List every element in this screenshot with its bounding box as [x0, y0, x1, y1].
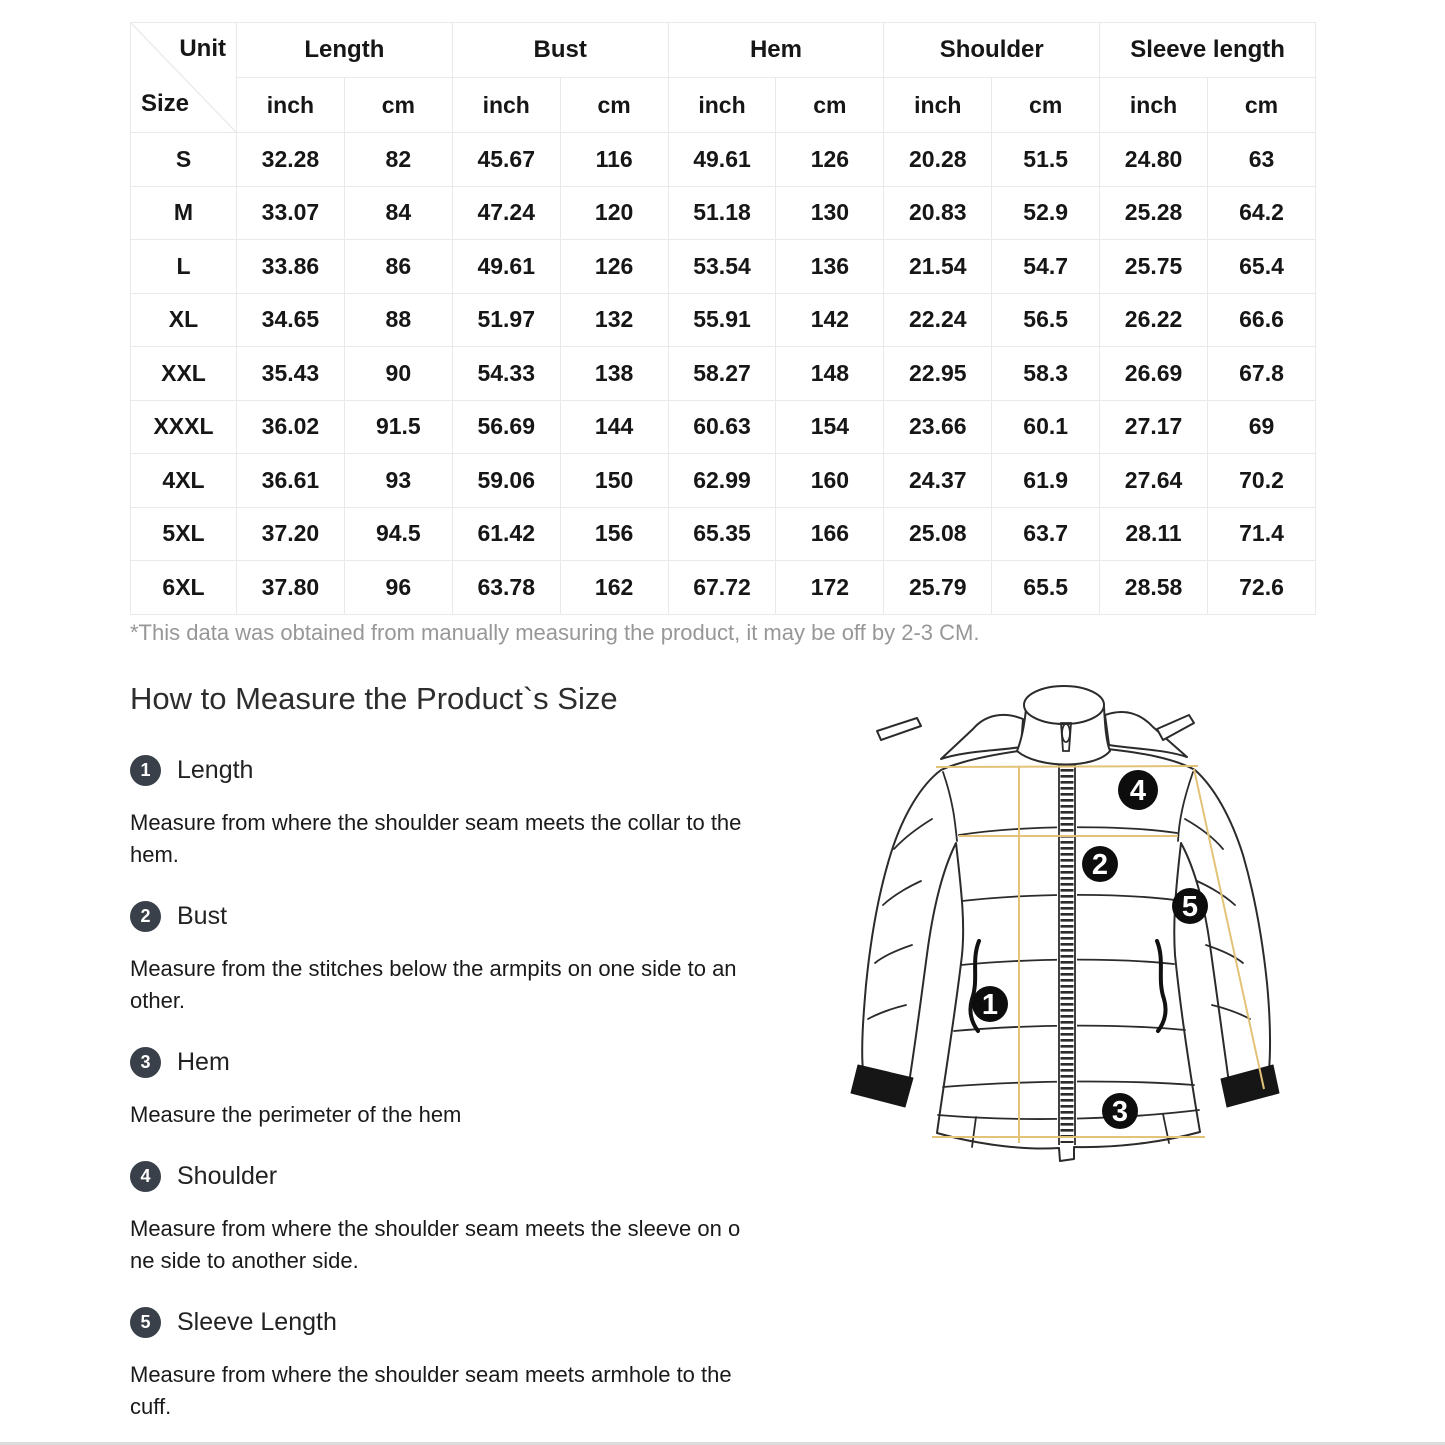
guide-item-number-badge: 3	[130, 1047, 161, 1078]
value-cell: 72.6	[1208, 561, 1316, 615]
value-cell: 60.63	[668, 400, 776, 454]
value-cell: 25.79	[884, 561, 992, 615]
value-cell: 34.65	[237, 293, 345, 347]
group-header-cell: Sleeve length	[1100, 23, 1316, 78]
value-cell: 148	[776, 347, 884, 401]
size-table	[130, 22, 1316, 615]
value-cell: 63.78	[452, 561, 560, 615]
size-cell: 5XL	[131, 507, 237, 561]
value-cell: 25.08	[884, 507, 992, 561]
value-cell: 65.35	[668, 507, 776, 561]
svg-text:3: 3	[1111, 1096, 1129, 1128]
unit-header-cell: cm	[992, 78, 1100, 133]
value-cell: 36.61	[237, 454, 345, 508]
guide-item-description	[130, 1359, 810, 1423]
svg-text:4: 4	[1129, 775, 1147, 807]
value-cell: 59.06	[452, 454, 560, 508]
value-cell: 54.7	[992, 240, 1100, 294]
value-cell: 90	[344, 347, 452, 401]
unit-header-cell: inch	[237, 78, 345, 133]
value-cell: 20.83	[884, 186, 992, 240]
value-cell: 154	[776, 400, 884, 454]
unit-header-cell: inch	[668, 78, 776, 133]
value-cell: 23.66	[884, 400, 992, 454]
value-cell: 150	[560, 454, 668, 508]
value-cell: 63.7	[992, 507, 1100, 561]
group-header-cell: Length	[237, 23, 453, 78]
size-chart-section	[130, 22, 1316, 615]
unit-header-cell: cm	[344, 78, 452, 133]
guide-item-description-line: Measure the perimeter of the hem	[130, 1102, 462, 1127]
value-cell: 51.97	[452, 293, 560, 347]
value-cell: 136	[776, 240, 884, 294]
guide-item-number-badge: 4	[130, 1161, 161, 1192]
value-cell: 132	[560, 293, 668, 347]
value-cell: 91.5	[344, 400, 452, 454]
value-cell: 49.61	[668, 133, 776, 187]
size-cell: XXL	[131, 347, 237, 401]
value-cell: 51.18	[668, 186, 776, 240]
size-table-body	[131, 133, 1316, 615]
value-cell: 69	[1208, 400, 1316, 454]
guide-item-label: Hem	[177, 1048, 230, 1076]
value-cell: 66.6	[1208, 293, 1316, 347]
value-cell: 63	[1208, 133, 1316, 187]
group-header-cell: Shoulder	[884, 23, 1100, 78]
table-row	[131, 454, 1316, 508]
svg-text:2: 2	[1091, 849, 1109, 881]
guide-item-label: Bust	[177, 902, 228, 930]
value-cell: 45.67	[452, 133, 560, 187]
unit-header-cell: inch	[452, 78, 560, 133]
table-row	[131, 507, 1316, 561]
corner-unit-label: Unit	[179, 35, 226, 62]
guide-item-bust	[130, 901, 810, 1017]
guide-item-hem	[130, 1047, 810, 1131]
guide-item-description	[130, 1213, 810, 1277]
value-cell: 138	[560, 347, 668, 401]
value-cell: 47.24	[452, 186, 560, 240]
unit-header-row	[131, 78, 1316, 133]
value-cell: 67.8	[1208, 347, 1316, 401]
diagram-badge-4	[1118, 770, 1158, 810]
unit-header-cell: inch	[1100, 78, 1208, 133]
value-cell: 62.99	[668, 454, 776, 508]
guide-item-description	[130, 807, 810, 871]
measure-guide-section	[130, 680, 810, 1423]
guide-item-number-badge: 2	[130, 901, 161, 932]
value-cell: 160	[776, 454, 884, 508]
value-cell: 24.37	[884, 454, 992, 508]
value-cell: 25.75	[1100, 240, 1208, 294]
value-cell: 156	[560, 507, 668, 561]
size-cell: M	[131, 186, 237, 240]
value-cell: 126	[560, 240, 668, 294]
value-cell: 28.58	[1100, 561, 1208, 615]
value-cell: 32.28	[237, 133, 345, 187]
table-row	[131, 561, 1316, 615]
value-cell: 33.86	[237, 240, 345, 294]
guide-item-description-line: Measure from where the shoulder seam meets armhole to the	[130, 1362, 732, 1387]
value-cell: 70.2	[1208, 454, 1316, 508]
corner-size-label: Size	[141, 90, 190, 117]
value-cell: 64.2	[1208, 186, 1316, 240]
value-cell: 93	[344, 454, 452, 508]
value-cell: 27.64	[1100, 454, 1208, 508]
diagram-badge-2	[1082, 846, 1118, 882]
unit-header-cell: cm	[776, 78, 884, 133]
value-cell: 27.17	[1100, 400, 1208, 454]
value-cell: 20.28	[884, 133, 992, 187]
guide-item-shoulder	[130, 1161, 810, 1277]
guide-item-number-badge: 1	[130, 755, 161, 786]
value-cell: 144	[560, 400, 668, 454]
guide-item-description	[130, 1099, 810, 1131]
value-cell: 52.9	[992, 186, 1100, 240]
value-cell: 26.22	[1100, 293, 1208, 347]
unit-header-cell: cm	[1208, 78, 1316, 133]
value-cell: 130	[776, 186, 884, 240]
diagram-badge-1	[972, 986, 1008, 1022]
value-cell: 58.27	[668, 347, 776, 401]
value-cell: 25.28	[1100, 186, 1208, 240]
table-row	[131, 186, 1316, 240]
guide-item-description-line: hem.	[130, 842, 179, 867]
value-cell: 28.11	[1100, 507, 1208, 561]
value-cell: 22.24	[884, 293, 992, 347]
value-cell: 56.69	[452, 400, 560, 454]
value-cell: 58.3	[992, 347, 1100, 401]
value-cell: 116	[560, 133, 668, 187]
unit-header-cell: inch	[884, 78, 992, 133]
value-cell: 56.5	[992, 293, 1100, 347]
group-header-cell: Hem	[668, 23, 884, 78]
guide-item-label: Sleeve Length	[177, 1308, 337, 1336]
size-cell: S	[131, 133, 237, 187]
table-footnote: *This data was obtained from manually measuring the product, it may be off by 2-3 CM.	[130, 620, 980, 645]
value-cell: 33.07	[237, 186, 345, 240]
guide-item-label: Shoulder	[177, 1162, 278, 1190]
guide-item-description-line: Measure from where the shoulder seam meets the sleeve on o	[130, 1216, 741, 1241]
value-cell: 88	[344, 293, 452, 347]
value-cell: 94.5	[344, 507, 452, 561]
size-cell: XXXL	[131, 400, 237, 454]
svg-text:5: 5	[1181, 891, 1199, 923]
corner-cell	[131, 23, 237, 133]
size-cell: 4XL	[131, 454, 237, 508]
value-cell: 166	[776, 507, 884, 561]
jacket-zipper	[1057, 743, 1077, 1145]
guide-item-description-line: other.	[130, 988, 186, 1013]
value-cell: 51.5	[992, 133, 1100, 187]
value-cell: 61.42	[452, 507, 560, 561]
group-header-cell: Bust	[452, 23, 668, 78]
table-row	[131, 400, 1316, 454]
table-row	[131, 133, 1316, 187]
guide-item-number-badge: 5	[130, 1307, 161, 1338]
value-cell: 82	[344, 133, 452, 187]
value-cell: 65.5	[992, 561, 1100, 615]
value-cell: 37.80	[237, 561, 345, 615]
diagram-badge-3	[1102, 1093, 1138, 1129]
size-cell: 6XL	[131, 561, 237, 615]
guide-item-description	[130, 953, 810, 1017]
value-cell: 162	[560, 561, 668, 615]
table-row	[131, 347, 1316, 401]
size-cell: XL	[131, 293, 237, 347]
value-cell: 61.9	[992, 454, 1100, 508]
value-cell: 24.80	[1100, 133, 1208, 187]
jacket-collar	[1017, 686, 1110, 765]
value-cell: 126	[776, 133, 884, 187]
value-cell: 96	[344, 561, 452, 615]
guide-item-label: Length	[177, 756, 254, 784]
guide-item-description-line: cuff.	[130, 1394, 172, 1419]
value-cell: 172	[776, 561, 884, 615]
value-cell: 60.1	[992, 400, 1100, 454]
value-cell: 67.72	[668, 561, 776, 615]
value-cell: 21.54	[884, 240, 992, 294]
value-cell: 65.4	[1208, 240, 1316, 294]
diagram-badge-5	[1172, 888, 1208, 924]
jacket-diagram	[833, 653, 1345, 1168]
svg-text:1: 1	[981, 989, 999, 1021]
measure-guide-items	[130, 755, 810, 1423]
guide-item-length	[130, 755, 810, 871]
value-cell: 142	[776, 293, 884, 347]
guide-item-sleeve-length	[130, 1307, 810, 1423]
guide-item-description-line: ne side to another side.	[130, 1248, 359, 1273]
value-cell: 22.95	[884, 347, 992, 401]
value-cell: 84	[344, 186, 452, 240]
guide-item-description-line: Measure from the stitches below the armpits on one side to an	[130, 956, 737, 981]
table-row	[131, 293, 1316, 347]
group-header-row	[131, 23, 1316, 78]
value-cell: 53.54	[668, 240, 776, 294]
value-cell: 86	[344, 240, 452, 294]
value-cell: 35.43	[237, 347, 345, 401]
value-cell: 49.61	[452, 240, 560, 294]
guide-item-description-line: Measure from where the shoulder seam meets the collar to the	[130, 810, 742, 835]
value-cell: 54.33	[452, 347, 560, 401]
unit-header-cell: cm	[560, 78, 668, 133]
table-row	[131, 240, 1316, 294]
value-cell: 55.91	[668, 293, 776, 347]
measure-guide-title: How to Measure the Product`s Size	[130, 681, 618, 716]
size-cell: L	[131, 240, 237, 294]
value-cell: 37.20	[237, 507, 345, 561]
value-cell: 120	[560, 186, 668, 240]
value-cell: 36.02	[237, 400, 345, 454]
value-cell: 71.4	[1208, 507, 1316, 561]
value-cell: 26.69	[1100, 347, 1208, 401]
